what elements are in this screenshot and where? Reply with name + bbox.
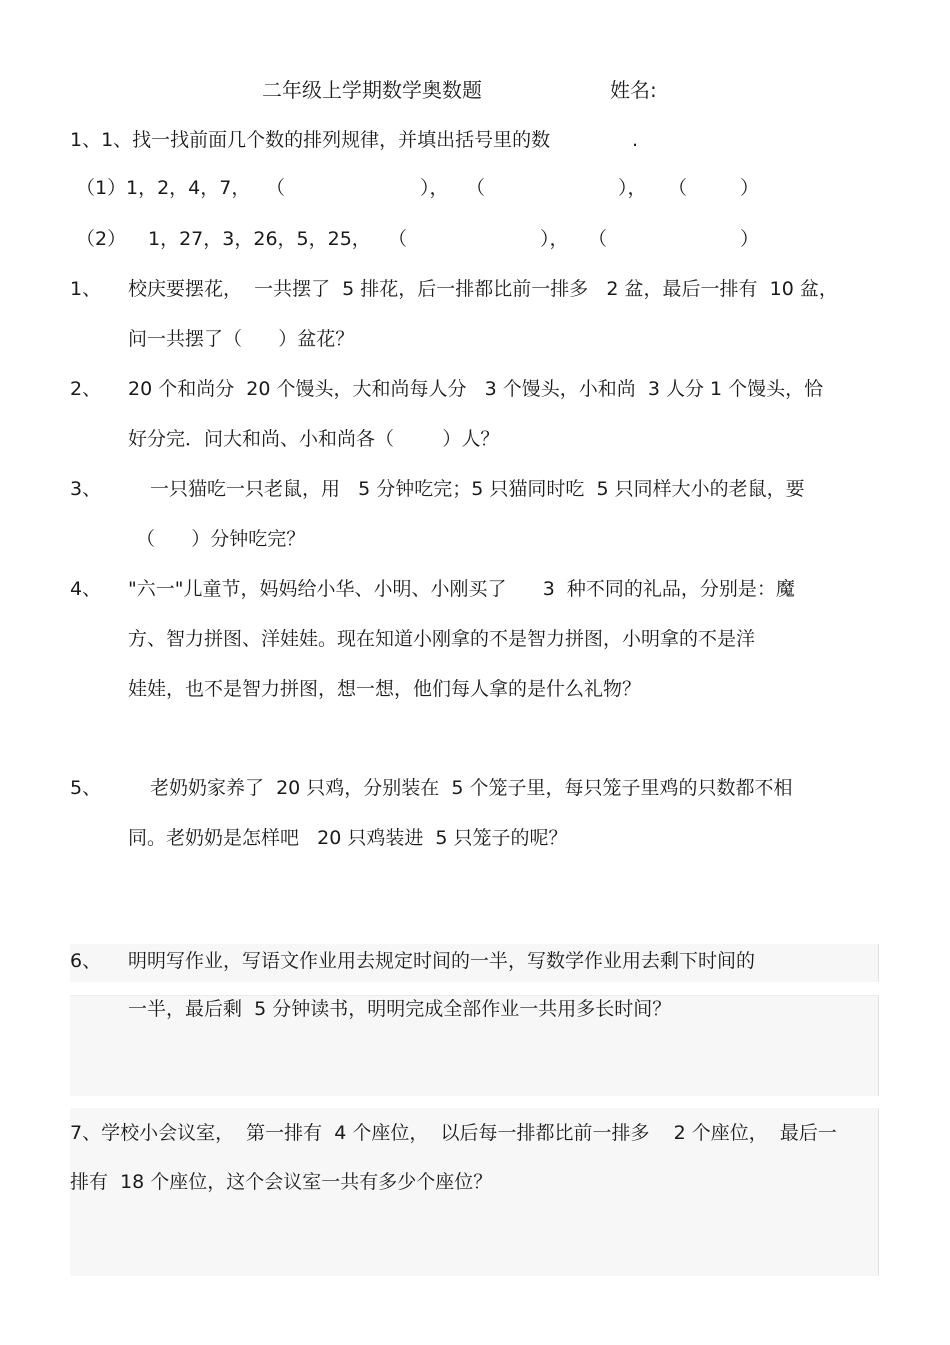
- q4-line2: 方、智力拼图、洋娃娃。现在知道小刚拿的不是智力拼图，小明拿的不是洋: [128, 628, 756, 650]
- q2-number: 2、: [70, 378, 102, 400]
- q0-s1-blank2-close: ），: [618, 177, 647, 199]
- q0-s1-blank1-open: （: [266, 177, 286, 199]
- q3-line1: 一只猫吃一只老鼠，用 5 分钟吃完；5 只猫同时吃 5 只同样大小的老鼠，要: [150, 478, 805, 500]
- q5-line1: 老奶奶家养了 20 只鸡，分别装在 5 个笼子里，每只笼子里鸡的只数都不相: [150, 777, 793, 799]
- q3-line2: （ ）分钟吃完？: [136, 528, 306, 550]
- q2-line2: 好分完．问大和尚、小和尚各（ ）人？: [128, 428, 500, 450]
- q0-s1-label: （1）: [76, 177, 127, 199]
- q0-s2-blank1-open: （: [388, 228, 408, 250]
- q0-s2-blank1-close: ），: [540, 228, 569, 250]
- q7-line1: 7、学校小会议室， 第一排有 4 个座位， 以后每一排都比前一排多 2 个座位， 最后一: [70, 1122, 837, 1144]
- q7-line2: 排有 18 个座位，这个会议室一共有多少个座位？: [70, 1171, 493, 1193]
- q6-number: 6、: [70, 950, 102, 972]
- q0-s1-blank3-close: ）: [740, 177, 760, 199]
- q5-line2: 同。老奶奶是怎样吧 20 只鸡装进 5 只笼子的呢？: [128, 827, 568, 849]
- q0-s1-blank1-close: ），: [420, 177, 449, 199]
- q0-period: .: [632, 129, 639, 151]
- q4-line1: "六一"儿童节，妈妈给小华、小明、小刚买了 3 种不同的礼品，分别是：魔: [128, 578, 795, 600]
- q0-intro: 1、1、找一找前面几个数的排列规律，并填出括号里的数: [70, 129, 551, 151]
- q1-number: 1、: [70, 278, 102, 300]
- q6-line1: 明明写作业，写语文作业用去规定时间的一半，写数学作业用去剩下时间的: [128, 950, 756, 972]
- name-label: 姓名:: [610, 78, 657, 102]
- q4-number: 4、: [70, 578, 102, 600]
- q0-s1-blank2-open: （: [466, 177, 486, 199]
- q0-s2-blank2-close: ）: [740, 228, 760, 250]
- q2-line1: 20 个和尚分 20 个馒头，大和尚每人分 3 个馒头，小和尚 3 人分 1 个馒头，恰: [128, 378, 824, 400]
- q4-line3: 娃娃，也不是智力拼图，想一想，他们每人拿的是什么礼物？: [128, 678, 642, 700]
- q0-s2-sequence: 1，27，3，26，5，25，: [148, 228, 371, 250]
- q0-s1-sequence: 1，2，4，7，: [126, 177, 251, 199]
- q3-number: 3、: [70, 478, 102, 500]
- q0-s1-blank3-open: （: [668, 177, 688, 199]
- q1-line1: 校庆要摆花， 一共摆了 5 排花，后一排都比前一排多 2 盆，最后一排有 10 盆，: [128, 278, 838, 300]
- q1-line2: 问一共摆了（ ）盆花？: [128, 328, 355, 350]
- q5-number: 5、: [70, 777, 102, 799]
- q0-s2-label: （2）: [76, 228, 127, 250]
- page-title: 二年级上学期数学奥数题: [262, 78, 482, 102]
- q0-s2-blank2-open: （: [588, 228, 608, 250]
- q6-line2: 一半，最后剩 5 分钟读书，明明完成全部作业一共用多长时间？: [128, 998, 672, 1020]
